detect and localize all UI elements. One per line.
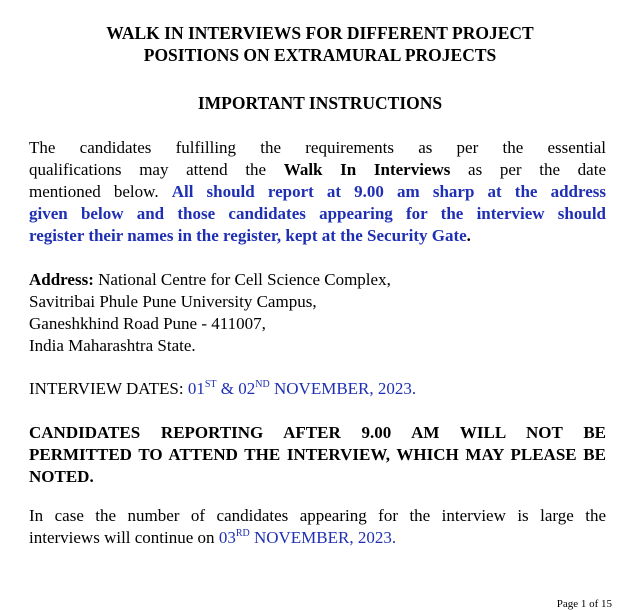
date-suffix: ND [255,379,270,390]
date-day: 01 [187,379,205,398]
date-month-year: NOVEMBER, 2023. [269,379,417,398]
walk-in-interviews-emphasis: Walk In Interviews [283,160,451,179]
continuation-line-2 [29,527,606,549]
intro-text: . [466,226,471,245]
intro-line-5 [29,225,606,247]
page-title-line-2: POSITIONS ON EXTRAMURAL PROJECTS [143,45,497,65]
interview-dates-value [188,379,416,398]
continuation-date [219,528,396,547]
page-number: Page 1 of 15 [556,598,612,610]
intro-paragraph [29,137,606,247]
date-suffix: ST [204,379,217,390]
report-time-notice: All should report at 9.00 am sharp at the address [171,182,606,201]
address-line-2: Savitribai Phule Pune University Campus, [29,292,317,311]
address-label: Address: [29,270,94,289]
continuation-text: interviews will continue on [29,528,219,547]
warning-line-1: CANDIDATES REPORTING AFTER 9.00 AM WILL NOT BE [29,423,606,442]
intro-line-3 [29,181,606,203]
continuation-line-1: In case the number of candidates appearing for the interview is large the [29,506,606,525]
address-block [29,269,606,357]
warning-line-2: PERMITTED TO ATTEND THE INTERVIEW, WHICH MAY PLEASE BE [29,445,606,464]
warning-line-3: NOTED. [29,467,94,486]
intro-line-4: given below and those candidates appearing for the interview should [29,204,606,223]
intro-text: mentioned below. [29,182,172,201]
intro-text: as per the date [450,160,606,179]
address-line-1 [29,269,606,291]
date-day: 03 [218,528,236,547]
date-suffix: RD [235,528,250,539]
late-reporting-warning [29,422,606,488]
interview-dates-label: INTERVIEW DATES: [29,379,188,398]
intro-line-1: The candidates fulfilling the requirements as per the essential [29,138,606,157]
date-day: 02 [238,379,256,398]
page-title-line-1: WALK IN INTERVIEWS FOR DIFFERENT PROJECT [106,23,534,43]
interview-dates [29,378,606,400]
intro-text: qualifications may attend the [29,160,284,179]
address-text: National Centre for Cell Science Complex, [93,270,391,289]
address-line-4: India Maharashtra State. [29,336,196,355]
address-line-3: Ganeshkhind Road Pune - 411007, [29,314,266,333]
instructions-heading: IMPORTANT INSTRUCTIONS [197,93,443,113]
date-month-year: NOVEMBER, 2023. [249,528,397,547]
interview-dates-line [29,378,606,400]
intro-line-2 [29,159,606,181]
continuation-paragraph [29,505,606,549]
date-separator: & [216,379,239,398]
register-notice: register their names in the register, kept at the Security Gate [29,226,467,245]
